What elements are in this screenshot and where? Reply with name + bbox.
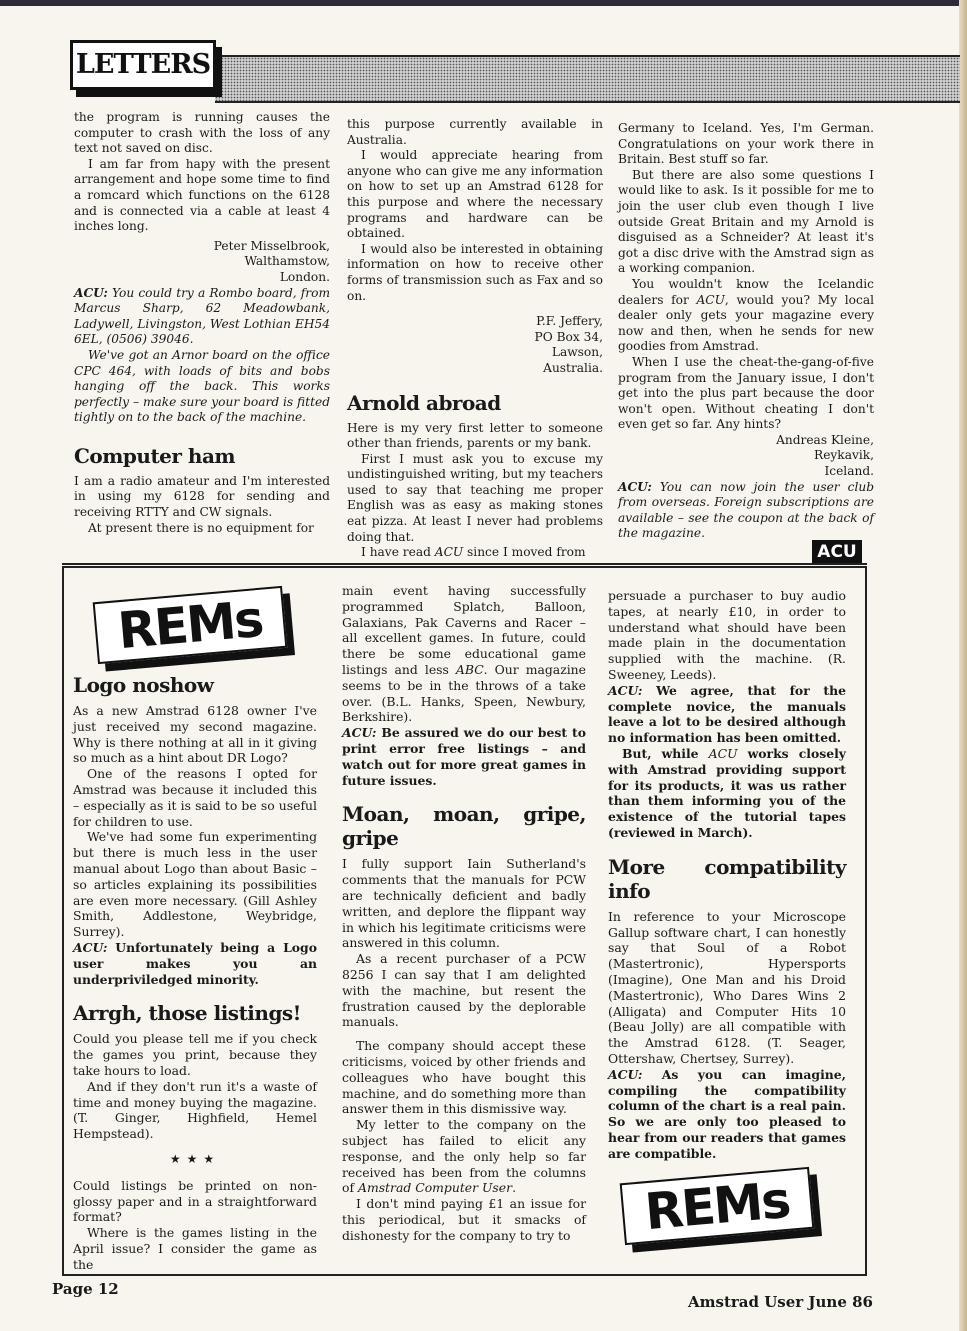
letters-column-2 — [347, 117, 603, 561]
paragraph: In reference to your Microscope Gallup software chart, I can honestly say that Soul of a Robot (Mastertronic), Hypersports (Imagine), One Man and his Droid (Mastertronic), Who Dares Wins 2 (Alligata) and Computer Hits 10 (Beau Jolly) are all compatible with the Amstrad 6128. (T. Seager, Ottershaw, Chertsey, Surrey). — [608, 908, 846, 1066]
paragraph: I fully support Iain Sutherland's comments that the manuals for PCW are technically deficient and badly written, and deplore the flippant way in which his legitimate criticisms were answered in this column. — [342, 856, 586, 951]
reply-text: works closely with Amstrad providing support for its products, it was us rather than them informing you of the existence of the tutorial tapes (reviewed in March). — [608, 745, 846, 840]
magazine-name: ACU — [434, 545, 464, 560]
paragraph — [342, 583, 586, 725]
reply-text: You can now join the user club from overseas. Foreign subscriptions are available – see the coupon at the back of the magazine. — [618, 479, 874, 541]
paragraph — [342, 1117, 586, 1196]
paragraph: this purpose currently available in Australia. — [347, 117, 603, 147]
signature — [347, 314, 603, 376]
rems-logo: REMs — [620, 1167, 815, 1245]
text: . Our magazine seems to be in the throws of a take over. (B.L. Hanks, Speen, Newbury, Berkshire). — [342, 661, 586, 725]
rems-column-3 — [608, 588, 846, 1162]
acu-label: ACU: — [618, 479, 652, 494]
paragraph: We've had some fun experimenting but there is much less in the user manual about Logo than about Basic – so articles explaining its possibilities are even more necessary. (Gill Ashley Smith, Addlestone, Weybridge, Surrey). — [73, 829, 317, 940]
paragraph: The company should accept these criticisms, voiced by other friends and colleagues who have bought this machine, and do something more than answer them in this dismissive way. — [342, 1038, 586, 1117]
paragraph: I don't mind paying £1 an issue for this periodical, but it smacks of dishonesty for the company to try to — [342, 1196, 586, 1243]
acu-label: ACU: — [73, 939, 108, 955]
magazine-name: Amstrad Computer User — [358, 1180, 513, 1196]
letter-heading: More compatibility info — [608, 854, 846, 903]
reply-text: You could try a Rombo board, from Marcus Sharp, 62 Meadowbank, Ladywell, Livingston, West Lothian EH54 6EL, (0506) 39046. — [74, 285, 331, 347]
acu-label: ACU: — [342, 725, 377, 741]
paragraph: As a new Amstrad 6128 owner I've just received my second magazine. Why is there nothing at all in it giving so much as a hint about DR Logo? — [73, 703, 317, 766]
paragraph: I am far from hapy with the present arrangement and hope some time to find a romcard which functions on the 6128 and is connected via a cable at least 4 inches long. — [74, 156, 330, 234]
section-divider — [62, 563, 867, 565]
paragraph: the program is running causes the computer to crash with the loss of any text not saved on disc. — [74, 110, 330, 156]
signature-line: Andreas Kleine, — [776, 432, 874, 447]
text: since I moved from — [463, 545, 586, 560]
signature-line: Walthamstow, — [244, 254, 330, 269]
paragraph: I would appreciate hearing from anyone who can give me any information on how to set up an Amstrad 6128 for this purpose and where the necessary programs and hardware can be obtained. — [347, 148, 603, 241]
magazine-name: ACU — [708, 745, 738, 761]
text: You wouldn't know the Icelandic dealers for — [618, 276, 874, 307]
letter-heading: Logo noshow — [73, 673, 214, 697]
paragraph: First I must ask you to excuse my undistinguished writing, but my teachers used to say that teaching me proper English was as easy as making stones eat pizza. At least I never had problems doing that. — [347, 451, 603, 544]
paragraph: I would also be interested in obtaining information on how to receive other forms of transmission such as Fax and so on. — [347, 241, 603, 303]
signature-line: Iceland. — [824, 464, 874, 479]
paragraph: I am a radio amateur and I'm interested in using my 6128 for sending and receiving RTTY and CW signals. — [74, 473, 330, 520]
magazine-name: ABC — [455, 661, 484, 677]
editor-reply — [608, 746, 846, 841]
paragraph: One of the reasons I opted for Amstrad was because it included this – especially as it is said to be so useful for children to use. — [73, 766, 317, 829]
paragraph: persuade a purchaser to buy audio tapes, at nearly £10, in order to understand what should have been made plain in the documentation supplied with the machine. (R. Sweeney, Leeds). — [608, 588, 846, 682]
rems-column-2 — [342, 583, 586, 1243]
editor-reply — [608, 683, 846, 746]
signature-line: London. — [279, 269, 330, 284]
acu-label: ACU: — [608, 1066, 643, 1082]
signature-line: Peter Misselbrook, — [213, 238, 330, 253]
reply-text: As you can imagine, compiling the compatibility column of the chart is a real pain. So we are only too pleased to hear from our readers that games are compatible. — [608, 1066, 846, 1161]
letter-heading: Arrgh, those listings! — [73, 1001, 301, 1026]
rems-logo: REMs — [93, 586, 288, 664]
issue-footer: Amstrad User June 86 — [688, 1293, 873, 1311]
signature-line: Australia. — [543, 360, 603, 375]
text: I have read — [361, 545, 435, 560]
signature-line: PO Box 34, — [534, 329, 603, 344]
rems-column-1 — [73, 673, 317, 1273]
paragraph — [618, 277, 874, 355]
letter-heading: Arnold abroad — [347, 390, 501, 415]
page-binding-edge — [959, 0, 967, 1331]
signature — [74, 239, 330, 286]
text: . — [512, 1180, 517, 1196]
page-number: Page 12 — [52, 1280, 119, 1298]
paragraph: At present there is no equipment for — [88, 520, 314, 535]
text: main event having successfully programmed Splatch, Balloon, Galaxians, Pak Caverns and Racer – all excellent games. In future, could there be some educational game listings and less — [342, 583, 586, 677]
section-title: LETTERS — [70, 40, 216, 90]
letter-heading: Computer ham — [74, 443, 236, 468]
paragraph: Here is my very first letter to someone other than friends, parents or my bank. — [347, 420, 603, 451]
reply-text: Unfortunately being a Logo user makes you an underpriviledged minority. — [73, 939, 317, 987]
editor-reply — [74, 286, 330, 348]
reply-text: We agree, that for the complete novice, the manuals leave a lot to be desired although no information has been omitted. — [608, 682, 846, 746]
letters-column-1 — [74, 110, 330, 536]
signature — [618, 433, 874, 480]
text: , would you? My local dealer only gets your magazine every now and then, when he sends for new goodies from Amstrad. — [618, 292, 874, 354]
paragraph: And if they don't run it's a waste of time and money buying the magazine. (T. Ginger, Highfield, Hemel Hempstead). — [73, 1078, 317, 1142]
editor-reply — [608, 1067, 846, 1162]
letters-column-3 — [618, 121, 874, 542]
paragraph — [347, 545, 603, 561]
reply-text: Be assured we do our best to print error free listings – and watch out for more great games in future issues. — [342, 725, 586, 788]
paragraph: Where is the games listing in the April issue? I consider the game as the — [73, 1225, 317, 1272]
paragraph: Could you please tell me if you check the games you print, because they take hours to load. — [73, 1031, 317, 1078]
acu-end-badge: ACU — [812, 540, 862, 564]
signature-line: P.F. Jeffery, — [536, 314, 603, 329]
section-header-bar — [215, 55, 960, 103]
magazine-name: ACU — [696, 292, 725, 307]
editor-reply — [342, 725, 586, 788]
editor-reply — [73, 940, 317, 987]
paragraph: As a recent purchaser of a PCW 8256 I can say that I am delighted with the machine, but resent the frustration caused by the deplorable manuals. — [342, 951, 586, 1030]
reply-text: But, while — [622, 745, 709, 761]
editor-reply — [74, 348, 330, 426]
acu-label: ACU: — [608, 682, 643, 698]
paragraph: But there are also some questions I would like to ask. Is it possible for me to join the user club even though I live outside Great Britain and my Arnold is disguised as a Schneider? At least it's got a disc drive with the Amstrad sign as a working companion. — [618, 167, 874, 276]
signature-line: Lawson, — [551, 345, 603, 360]
paragraph: Could listings be printed on non-glossy paper and in a straightforward format? — [73, 1177, 317, 1225]
letter-heading: Moan, moan, gripe, gripe — [342, 802, 586, 851]
editor-reply — [618, 480, 874, 542]
acu-label: ACU: — [74, 285, 108, 300]
separator-stars: ★★★ — [169, 1151, 221, 1166]
page-top-edge — [0, 0, 967, 6]
paragraph: When I use the cheat-the-gang-of-five program from the January issue, I don't get into the plus part because the door won't open. Without cheating I don't even get so far. Any hints? — [618, 354, 874, 432]
reply-text: We've got an Arnor board on the office CPC 464, with loads of bits and bobs hanging off the back. This works perfectly – make sure your board is fitted tightly on to the back of the machine. — [74, 347, 330, 425]
text: My letter to the company on the subject has failed to elicit any response, and the only help so far received has been from the columns of — [342, 1117, 586, 1196]
paragraph: Germany to Iceland. Yes, I'm German. Congratulations on your work there in Britain. Best stuff so far. — [618, 121, 874, 167]
signature-line: Reykavik, — [814, 448, 874, 463]
